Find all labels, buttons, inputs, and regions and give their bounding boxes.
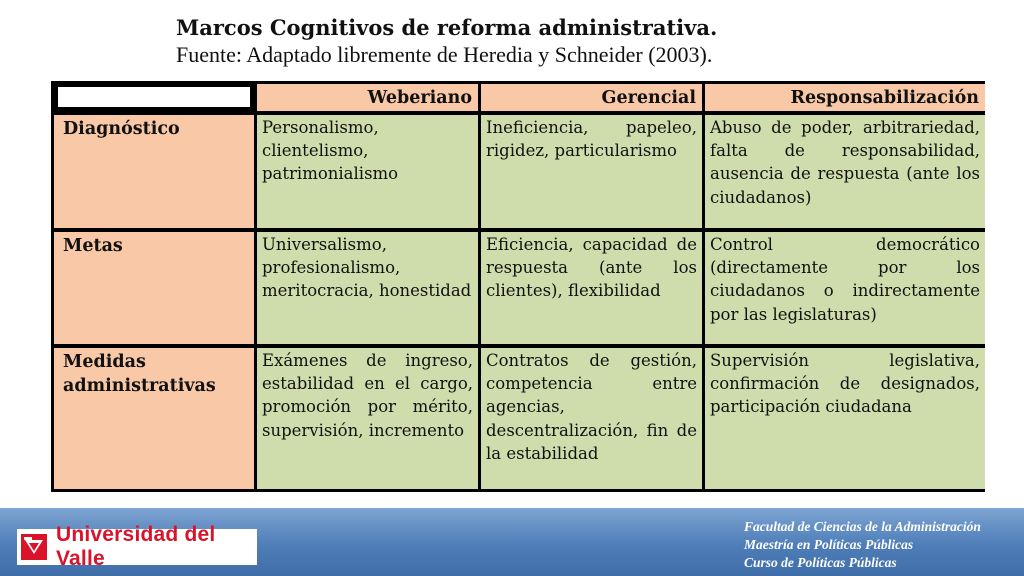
footer-info xyxy=(744,518,1024,572)
table-cell: Eficiencia, capacidad de respuesta (ante los clientes), flexibilidad xyxy=(481,232,702,344)
footer-faculty: Facultad de Ciencias de la Administración xyxy=(744,519,981,534)
table-cell: Exámenes de ingreso, estabilidad en el cargo, promoción por mérito, supervisión, incremento xyxy=(257,348,478,489)
column-header-responsabilizacion: Responsabilización xyxy=(705,84,985,111)
column-header-gerencial: Gerencial xyxy=(481,84,702,111)
row-header-metas: Metas xyxy=(54,232,254,344)
slide-title: Marcos Cognitivos de reforma administrativa. xyxy=(176,15,718,40)
footer-course: Curso de Políticas Públicas xyxy=(744,555,897,570)
column-header-weberiano: Weberiano xyxy=(257,84,478,111)
table-corner xyxy=(58,87,250,107)
footer-program: Maestría en Políticas Públicas xyxy=(744,537,914,552)
row-header-medidas-administrativas: Medidas administrativas xyxy=(54,348,254,489)
table-cell: Control democrático (directamente por los ciudadanos o indirectamente por las legislaturas) xyxy=(705,232,985,344)
university-logo xyxy=(17,523,257,570)
reform-frameworks-table xyxy=(51,81,985,492)
row-header-diagnostico: Diagnóstico xyxy=(54,115,254,228)
university-name: Universidad del Valle xyxy=(56,523,216,570)
table-cell: Abuso de poder, arbitrariedad, falta de responsabilidad, ausencia de respuesta (ante los ciudadanos) xyxy=(705,115,985,228)
table-cell: Universalismo, profesionalismo, meritocracia, honestidad xyxy=(257,232,478,344)
table-cell: Supervisión legislativa, confirmación de designados, participación ciudadana xyxy=(705,348,985,489)
table-cell: Contratos de gestión, competencia entre agencias, descentralización, fin de la estabilidad xyxy=(481,348,702,489)
slide-subtitle: Fuente: Adaptado libremente de Heredia y Schneider (2003). xyxy=(176,42,713,67)
table-cell: Personalismo, clientelismo, patrimonialismo xyxy=(257,115,478,228)
univalle-logo-icon xyxy=(21,534,47,560)
table-cell: Ineficiencia, papeleo, rigidez, particularismo xyxy=(481,115,702,228)
